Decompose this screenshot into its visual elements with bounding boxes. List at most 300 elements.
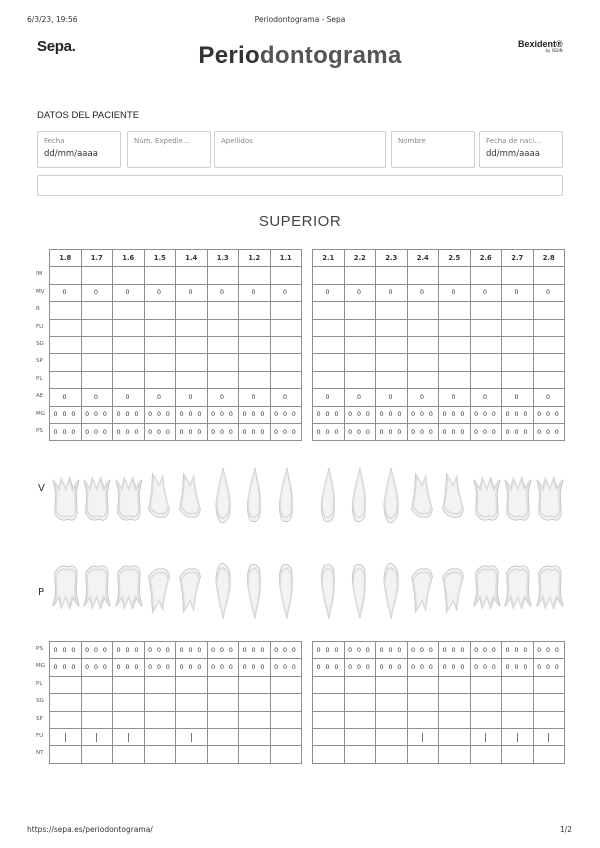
cell-ae[interactable]: 0 xyxy=(50,389,82,406)
cell-sp[interactable] xyxy=(439,354,471,371)
cell-r[interactable] xyxy=(313,302,345,319)
cell-fu[interactable] xyxy=(533,319,565,336)
cell-fu[interactable] xyxy=(344,728,376,745)
cell-sg[interactable] xyxy=(270,694,302,711)
cell-mg[interactable]: 0 0 0 xyxy=(313,659,345,676)
cell-ps[interactable]: 0 0 0 xyxy=(207,642,239,659)
cell-sg[interactable] xyxy=(313,694,345,711)
patient-field-4[interactable] xyxy=(479,131,563,168)
cell-r[interactable] xyxy=(113,302,145,319)
cell-ps[interactable]: 0 0 0 xyxy=(344,642,376,659)
cell-mg[interactable]: 0 0 0 xyxy=(439,406,471,423)
cell-ae[interactable]: 0 xyxy=(113,389,145,406)
cell-sp[interactable] xyxy=(50,354,82,371)
cell-mv[interactable]: 0 xyxy=(470,284,502,301)
cell-pl[interactable] xyxy=(533,676,565,693)
cell-sg[interactable] xyxy=(270,336,302,353)
cell-mg[interactable]: 0 0 0 xyxy=(207,406,239,423)
cell-ps[interactable]: 0 0 0 xyxy=(239,642,271,659)
patient-field-1[interactable] xyxy=(127,131,211,168)
cell-sg[interactable] xyxy=(81,694,113,711)
cell-fu[interactable] xyxy=(376,728,408,745)
furcation-mark xyxy=(128,733,129,742)
cell-nt[interactable] xyxy=(50,746,82,763)
cell-r[interactable] xyxy=(144,302,176,319)
cell-pl[interactable] xyxy=(207,371,239,388)
cell-im[interactable] xyxy=(50,267,82,284)
cell-mg[interactable]: 0 0 0 xyxy=(502,659,534,676)
cell-fu[interactable] xyxy=(239,319,271,336)
cell-sg[interactable] xyxy=(376,694,408,711)
cell-im[interactable] xyxy=(81,267,113,284)
cell-ps[interactable]: 0 0 0 xyxy=(439,642,471,659)
cell-r[interactable] xyxy=(50,302,82,319)
cell-im[interactable] xyxy=(502,267,534,284)
cell-fu[interactable] xyxy=(144,728,176,745)
cell-nt[interactable] xyxy=(344,746,376,763)
cell-mg[interactable]: 0 0 0 xyxy=(344,406,376,423)
cell-sg[interactable] xyxy=(533,336,565,353)
cell-ps[interactable]: 0 0 0 xyxy=(81,642,113,659)
cell-ps[interactable]: 0 0 0 xyxy=(239,423,271,440)
cell-im[interactable] xyxy=(144,267,176,284)
cell-ps[interactable]: 0 0 0 xyxy=(502,642,534,659)
cell-mg[interactable]: 0 0 0 xyxy=(81,659,113,676)
cell-r[interactable] xyxy=(470,302,502,319)
cell-sg[interactable] xyxy=(470,336,502,353)
patient-field-label: Núm. Expedie... xyxy=(134,137,190,145)
cell-mg[interactable]: 0 0 0 xyxy=(176,406,208,423)
cell-r[interactable] xyxy=(270,302,302,319)
cell-mg[interactable]: 0 0 0 xyxy=(270,406,302,423)
cell-mv[interactable]: 0 xyxy=(533,284,565,301)
cell-ae[interactable]: 0 xyxy=(239,389,271,406)
cell-pl[interactable] xyxy=(313,676,345,693)
cell-sg[interactable] xyxy=(81,336,113,353)
patient-field-label: Nombre xyxy=(398,137,426,145)
cell-mg[interactable]: 0 0 0 xyxy=(113,659,145,676)
cell-mg[interactable]: 0 0 0 xyxy=(50,406,82,423)
cell-r[interactable] xyxy=(376,302,408,319)
cell-ps[interactable]: 0 0 0 xyxy=(113,423,145,440)
cell-mv[interactable]: 0 xyxy=(50,284,82,301)
cell-pl[interactable] xyxy=(533,371,565,388)
cell-pl[interactable] xyxy=(239,371,271,388)
cell-sp[interactable] xyxy=(270,711,302,728)
cell-mv[interactable]: 0 xyxy=(176,284,208,301)
cell-pl[interactable] xyxy=(439,676,471,693)
cell-mg[interactable]: 0 0 0 xyxy=(407,406,439,423)
cell-sp[interactable] xyxy=(502,711,534,728)
cell-fu[interactable] xyxy=(470,728,502,745)
cell-mv[interactable]: 0 xyxy=(407,284,439,301)
cell-mg[interactable]: 0 0 0 xyxy=(344,659,376,676)
cell-sp[interactable] xyxy=(439,711,471,728)
cell-ps[interactable]: 0 0 0 xyxy=(533,642,565,659)
cell-im[interactable] xyxy=(533,267,565,284)
cell-mg[interactable]: 0 0 0 xyxy=(270,659,302,676)
cell-ae[interactable]: 0 xyxy=(439,389,471,406)
notes-field[interactable] xyxy=(37,175,563,196)
cell-mv[interactable]: 0 xyxy=(344,284,376,301)
cell-mg[interactable]: 0 0 0 xyxy=(376,659,408,676)
row-label-pl: PL xyxy=(36,375,43,382)
cell-pl[interactable] xyxy=(376,371,408,388)
cell-pl[interactable] xyxy=(113,676,145,693)
cell-ae[interactable]: 0 xyxy=(207,389,239,406)
cell-pl[interactable] xyxy=(344,676,376,693)
cell-pl[interactable] xyxy=(470,676,502,693)
cell-sp[interactable] xyxy=(313,354,345,371)
tooth-illustration-v xyxy=(207,466,239,532)
cell-sg[interactable] xyxy=(207,694,239,711)
cell-sg[interactable] xyxy=(344,336,376,353)
cell-sp[interactable] xyxy=(376,711,408,728)
cell-mg[interactable]: 0 0 0 xyxy=(470,406,502,423)
patient-field-value: dd/mm/aaaa xyxy=(44,149,98,159)
cell-sp[interactable] xyxy=(113,354,145,371)
cell-ae[interactable]: 0 xyxy=(313,389,345,406)
cell-ps[interactable]: 0 0 0 xyxy=(270,642,302,659)
tooth-illustration-p xyxy=(343,560,375,626)
cell-ps[interactable]: 0 0 0 xyxy=(470,423,502,440)
cell-pl[interactable] xyxy=(50,676,82,693)
cell-sg[interactable] xyxy=(502,694,534,711)
cell-nt[interactable] xyxy=(176,746,208,763)
cell-sp[interactable] xyxy=(407,354,439,371)
cell-nt[interactable] xyxy=(533,746,565,763)
cell-r[interactable] xyxy=(239,302,271,319)
cell-fu[interactable] xyxy=(313,319,345,336)
cell-ae[interactable]: 0 xyxy=(533,389,565,406)
cell-sp[interactable] xyxy=(113,711,145,728)
cell-sp[interactable] xyxy=(207,711,239,728)
cell-fu[interactable] xyxy=(113,319,145,336)
cell-sp[interactable] xyxy=(81,711,113,728)
cell-mv[interactable]: 0 xyxy=(81,284,113,301)
cell-im[interactable] xyxy=(207,267,239,284)
cell-pl[interactable] xyxy=(50,371,82,388)
patient-field-2[interactable] xyxy=(214,131,386,168)
cell-ps[interactable]: 0 0 0 xyxy=(176,642,208,659)
cell-fu[interactable] xyxy=(81,728,113,745)
cell-nt[interactable] xyxy=(207,746,239,763)
cell-nt[interactable] xyxy=(144,746,176,763)
cell-ps[interactable]: 0 0 0 xyxy=(144,423,176,440)
cell-mv[interactable]: 0 xyxy=(207,284,239,301)
cell-fu[interactable] xyxy=(207,319,239,336)
cell-sp[interactable] xyxy=(144,354,176,371)
cell-mg[interactable]: 0 0 0 xyxy=(81,406,113,423)
cell-pl[interactable] xyxy=(502,371,534,388)
cell-sg[interactable] xyxy=(50,336,82,353)
cell-mg[interactable]: 0 0 0 xyxy=(113,406,145,423)
cell-pl[interactable] xyxy=(144,676,176,693)
cell-mg[interactable]: 0 0 0 xyxy=(144,406,176,423)
cell-ps[interactable]: 0 0 0 xyxy=(50,423,82,440)
cell-ps[interactable]: 0 0 0 xyxy=(50,642,82,659)
cell-pl[interactable] xyxy=(344,371,376,388)
cell-ps[interactable]: 0 0 0 xyxy=(344,423,376,440)
cell-pl[interactable] xyxy=(239,676,271,693)
cell-mv[interactable]: 0 xyxy=(376,284,408,301)
cell-sg[interactable] xyxy=(176,336,208,353)
cell-fu[interactable] xyxy=(270,319,302,336)
cell-mg[interactable]: 0 0 0 xyxy=(470,659,502,676)
cell-sg[interactable] xyxy=(239,694,271,711)
cell-sg[interactable] xyxy=(239,336,271,353)
cell-pl[interactable] xyxy=(439,371,471,388)
cell-im[interactable] xyxy=(176,267,208,284)
cell-ps[interactable]: 0 0 0 xyxy=(470,642,502,659)
cell-im[interactable] xyxy=(270,267,302,284)
cell-nt[interactable] xyxy=(470,746,502,763)
cell-im[interactable] xyxy=(376,267,408,284)
cell-r[interactable] xyxy=(207,302,239,319)
cell-sp[interactable] xyxy=(502,354,534,371)
patient-field-0[interactable] xyxy=(37,131,121,168)
cell-sp[interactable] xyxy=(144,711,176,728)
cell-sp[interactable] xyxy=(176,711,208,728)
page-title xyxy=(0,39,600,70)
cell-ps[interactable]: 0 0 0 xyxy=(407,642,439,659)
cell-im[interactable] xyxy=(239,267,271,284)
cell-fu[interactable] xyxy=(502,728,534,745)
cell-mg[interactable]: 0 0 0 xyxy=(50,659,82,676)
cell-mg[interactable]: 0 0 0 xyxy=(533,406,565,423)
cell-mv[interactable]: 0 xyxy=(439,284,471,301)
cell-ps[interactable]: 0 0 0 xyxy=(439,423,471,440)
cell-sg[interactable] xyxy=(50,694,82,711)
cell-sg[interactable] xyxy=(176,694,208,711)
cell-sg[interactable] xyxy=(113,336,145,353)
cell-ps[interactable]: 0 0 0 xyxy=(207,423,239,440)
cell-fu[interactable] xyxy=(407,728,439,745)
cell-r[interactable] xyxy=(533,302,565,319)
cell-fu[interactable] xyxy=(239,728,271,745)
cell-pl[interactable] xyxy=(176,371,208,388)
cell-im[interactable] xyxy=(344,267,376,284)
cell-fu[interactable] xyxy=(313,728,345,745)
cell-nt[interactable] xyxy=(407,746,439,763)
cell-sp[interactable] xyxy=(470,354,502,371)
cell-sg[interactable] xyxy=(407,336,439,353)
cell-pl[interactable] xyxy=(270,676,302,693)
cell-fu[interactable] xyxy=(207,728,239,745)
superior-title: SUPERIOR xyxy=(258,213,342,230)
cell-sp[interactable] xyxy=(470,711,502,728)
tooth-illustration-p xyxy=(501,552,533,618)
cell-mv[interactable]: 0 xyxy=(313,284,345,301)
cell-sg[interactable] xyxy=(376,336,408,353)
row-label-nt: NT xyxy=(36,750,44,757)
cell-nt[interactable] xyxy=(376,746,408,763)
cell-mg[interactable]: 0 0 0 xyxy=(502,406,534,423)
cell-ae[interactable]: 0 xyxy=(81,389,113,406)
cell-mv[interactable]: 0 xyxy=(502,284,534,301)
cell-ae[interactable]: 0 xyxy=(144,389,176,406)
cell-fu[interactable] xyxy=(176,728,208,745)
cell-sp[interactable] xyxy=(533,354,565,371)
cell-mg[interactable]: 0 0 0 xyxy=(144,659,176,676)
cell-sp[interactable] xyxy=(81,354,113,371)
cell-nt[interactable] xyxy=(313,746,345,763)
row-mg xyxy=(50,659,302,676)
cell-r[interactable] xyxy=(176,302,208,319)
tooth-number: 1.2 xyxy=(239,250,271,267)
cell-ps[interactable]: 0 0 0 xyxy=(81,423,113,440)
cell-sg[interactable] xyxy=(144,336,176,353)
cell-ps[interactable]: 0 0 0 xyxy=(176,423,208,440)
cell-fu[interactable] xyxy=(50,728,82,745)
cell-sg[interactable] xyxy=(439,694,471,711)
cell-ps[interactable]: 0 0 0 xyxy=(313,423,345,440)
cell-im[interactable] xyxy=(439,267,471,284)
cell-fu[interactable] xyxy=(81,319,113,336)
cell-sp[interactable] xyxy=(407,711,439,728)
cell-nt[interactable] xyxy=(81,746,113,763)
tooth-illustration-p xyxy=(49,552,81,618)
cell-nt[interactable] xyxy=(270,746,302,763)
cell-ae[interactable]: 0 xyxy=(376,389,408,406)
cell-im[interactable] xyxy=(313,267,345,284)
cell-mg[interactable]: 0 0 0 xyxy=(239,406,271,423)
cell-sp[interactable] xyxy=(270,354,302,371)
cell-sp[interactable] xyxy=(50,711,82,728)
cell-pl[interactable] xyxy=(470,371,502,388)
cell-fu[interactable] xyxy=(470,319,502,336)
cell-ae[interactable]: 0 xyxy=(270,389,302,406)
cell-nt[interactable] xyxy=(439,746,471,763)
cell-ps[interactable]: 0 0 0 xyxy=(313,642,345,659)
cell-pl[interactable] xyxy=(144,371,176,388)
cell-pl[interactable] xyxy=(113,371,145,388)
cell-sp[interactable] xyxy=(376,354,408,371)
sepa-logo: Sepa. xyxy=(37,38,76,55)
cell-fu[interactable] xyxy=(50,319,82,336)
cell-fu[interactable] xyxy=(113,728,145,745)
cell-pl[interactable] xyxy=(176,676,208,693)
cell-sg[interactable] xyxy=(533,694,565,711)
cell-sg[interactable] xyxy=(407,694,439,711)
furcation-mark xyxy=(422,733,423,742)
cell-im[interactable] xyxy=(407,267,439,284)
tooth-number: 2.8 xyxy=(533,250,565,267)
cell-mg[interactable]: 0 0 0 xyxy=(407,659,439,676)
cell-sg[interactable] xyxy=(344,694,376,711)
cell-mg[interactable]: 0 0 0 xyxy=(439,659,471,676)
cell-sg[interactable] xyxy=(502,336,534,353)
cell-sg[interactable] xyxy=(207,336,239,353)
print-page-title: Periodontograma - Sepa xyxy=(254,15,346,24)
tooth-illustration-p xyxy=(144,556,176,622)
cell-r[interactable] xyxy=(81,302,113,319)
cell-mv[interactable]: 0 xyxy=(113,284,145,301)
cell-fu[interactable] xyxy=(376,319,408,336)
cell-ps[interactable]: 0 0 0 xyxy=(270,423,302,440)
cell-pl[interactable] xyxy=(502,676,534,693)
cell-ps[interactable]: 0 0 0 xyxy=(376,642,408,659)
cell-nt[interactable] xyxy=(113,746,145,763)
cell-sp[interactable] xyxy=(239,354,271,371)
cell-ae[interactable]: 0 xyxy=(344,389,376,406)
cell-ps[interactable]: 0 0 0 xyxy=(113,642,145,659)
cell-ps[interactable]: 0 0 0 xyxy=(376,423,408,440)
cell-sp[interactable] xyxy=(344,711,376,728)
cell-im[interactable] xyxy=(470,267,502,284)
cell-ps[interactable]: 0 0 0 xyxy=(533,423,565,440)
cell-fu[interactable] xyxy=(533,728,565,745)
cell-ps[interactable]: 0 0 0 xyxy=(407,423,439,440)
cell-mv[interactable]: 0 xyxy=(270,284,302,301)
cell-pl[interactable] xyxy=(81,676,113,693)
cell-fu[interactable] xyxy=(344,319,376,336)
cell-pl[interactable] xyxy=(207,676,239,693)
cell-nt[interactable] xyxy=(502,746,534,763)
cell-ae[interactable]: 0 xyxy=(176,389,208,406)
cell-fu[interactable] xyxy=(176,319,208,336)
cell-mg[interactable]: 0 0 0 xyxy=(376,406,408,423)
cell-sp[interactable] xyxy=(176,354,208,371)
cell-sp[interactable] xyxy=(239,711,271,728)
cell-sg[interactable] xyxy=(144,694,176,711)
cell-pl[interactable] xyxy=(407,676,439,693)
cell-mg[interactable]: 0 0 0 xyxy=(533,659,565,676)
cell-mg[interactable]: 0 0 0 xyxy=(239,659,271,676)
row-mv xyxy=(313,284,565,301)
row-nt xyxy=(50,746,302,763)
cell-fu[interactable] xyxy=(439,728,471,745)
cell-ps[interactable]: 0 0 0 xyxy=(144,642,176,659)
cell-mv[interactable]: 0 xyxy=(239,284,271,301)
cell-sg[interactable] xyxy=(113,694,145,711)
cell-fu[interactable] xyxy=(439,319,471,336)
cell-mg[interactable]: 0 0 0 xyxy=(207,659,239,676)
cell-sp[interactable] xyxy=(344,354,376,371)
cell-pl[interactable] xyxy=(407,371,439,388)
cell-fu[interactable] xyxy=(270,728,302,745)
cell-mv[interactable]: 0 xyxy=(144,284,176,301)
cell-ae[interactable]: 0 xyxy=(502,389,534,406)
cell-sg[interactable] xyxy=(470,694,502,711)
cell-mg[interactable]: 0 0 0 xyxy=(176,659,208,676)
cell-ps[interactable]: 0 0 0 xyxy=(502,423,534,440)
cell-sp[interactable] xyxy=(533,711,565,728)
cell-pl[interactable] xyxy=(270,371,302,388)
patient-field-3[interactable] xyxy=(391,131,475,168)
cell-sg[interactable] xyxy=(439,336,471,353)
cell-r[interactable] xyxy=(439,302,471,319)
cell-r[interactable] xyxy=(407,302,439,319)
cell-pl[interactable] xyxy=(313,371,345,388)
row-ps xyxy=(313,642,565,659)
cell-sp[interactable] xyxy=(313,711,345,728)
cell-ae[interactable]: 0 xyxy=(407,389,439,406)
cell-fu[interactable] xyxy=(407,319,439,336)
cell-fu[interactable] xyxy=(144,319,176,336)
cell-r[interactable] xyxy=(502,302,534,319)
cell-pl[interactable] xyxy=(376,676,408,693)
cell-sg[interactable] xyxy=(313,336,345,353)
cell-r[interactable] xyxy=(344,302,376,319)
cell-fu[interactable] xyxy=(502,319,534,336)
cell-ae[interactable]: 0 xyxy=(470,389,502,406)
cell-im[interactable] xyxy=(113,267,145,284)
cell-pl[interactable] xyxy=(81,371,113,388)
cell-sp[interactable] xyxy=(207,354,239,371)
cell-mg[interactable]: 0 0 0 xyxy=(313,406,345,423)
cell-nt[interactable] xyxy=(239,746,271,763)
